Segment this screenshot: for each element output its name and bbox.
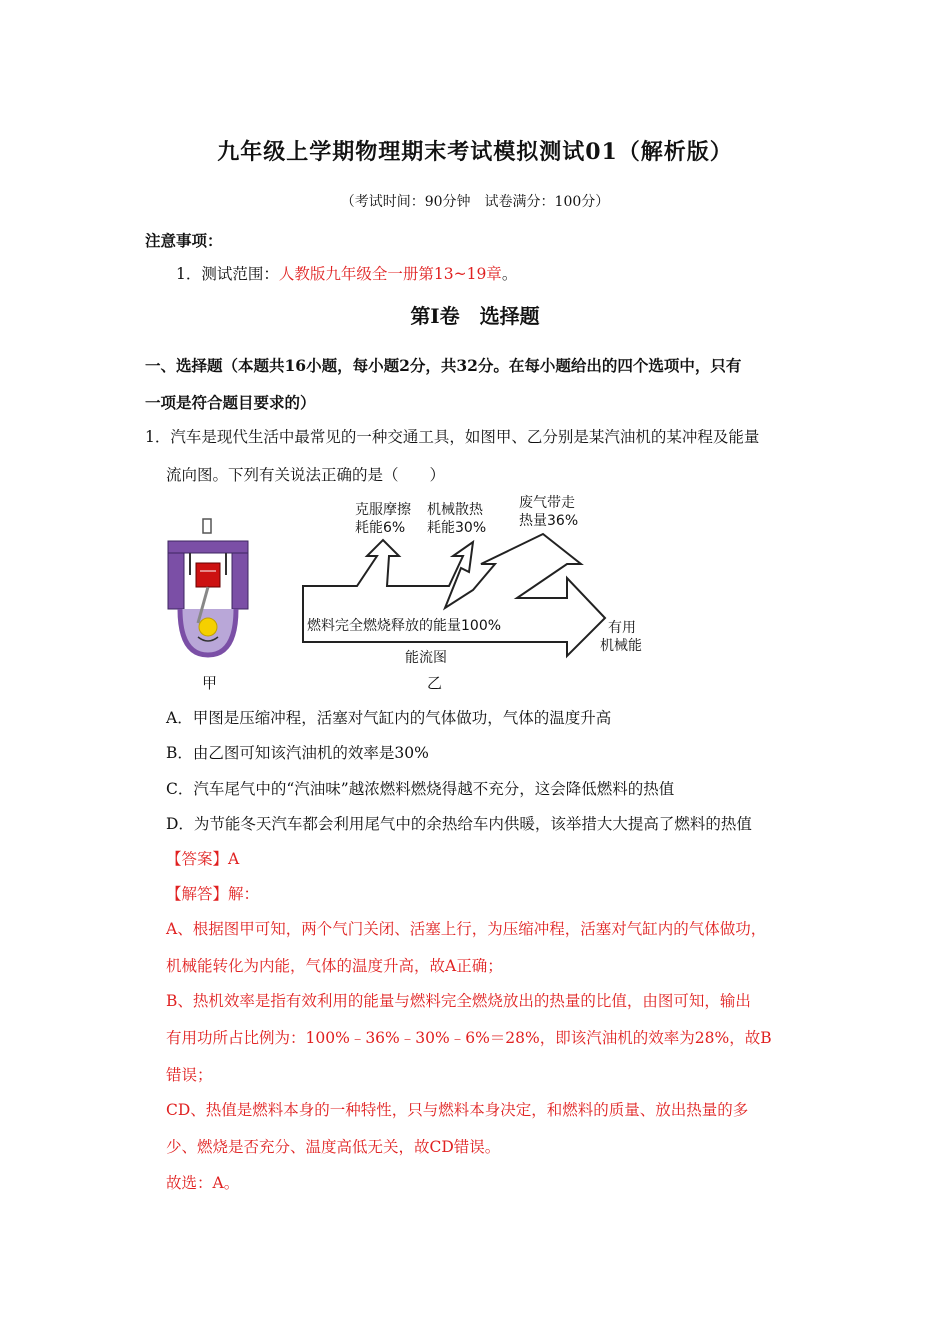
- part-heading-line2: 一项是符合题目要求的）: [145, 393, 316, 412]
- flow-caption: 能流图: [405, 650, 447, 666]
- option-b: B．由乙图可知该汽油机的效率是30%: [166, 744, 429, 762]
- notice-heading: 注意事项：: [145, 231, 223, 250]
- energy-flow-arrows: [303, 534, 605, 656]
- analysis-line: CD、热值是燃料本身的一种特性，只与燃料本身决定，和燃料的质量、放出热量的多: [166, 1101, 749, 1119]
- option-c: C．汽车尾气中的“汽油味”越浓燃料燃烧得越不充分，这会降低燃料的热值: [166, 780, 675, 798]
- analysis-line: 有用功所占比例为：100%﹣36%﹣30%﹣6%＝28%，即该汽油机的效率为28%，故B: [166, 1029, 772, 1047]
- energy-flow-diagram: [295, 490, 660, 695]
- page-title: 九年级上学期物理期末考试模拟测试01（解析版）: [217, 139, 733, 165]
- question-line1: 1．汽车是现代生活中最常见的一种交通工具，如图甲、乙分别是某汽油机的某冲程及能量: [145, 428, 760, 446]
- notice-item: [176, 262, 517, 284]
- analysis-line: B、热机效率是指有效利用的能量与燃料完全燃烧放出的热量的比值，由图可知，输出: [166, 992, 751, 1010]
- output-line2: 机械能: [600, 638, 642, 654]
- part-heading-line1: 一、选择题（本题共16小题，每小题2分，共32分。在每小题给出的四个选项中，只有: [145, 356, 742, 375]
- engine-figure: [160, 515, 255, 695]
- option-a: A．甲图是压缩冲程，活塞对气缸内的气体做功，气体的温度升高: [166, 709, 612, 727]
- analysis-line: 故选：A。: [166, 1174, 240, 1192]
- branch1-line2: 耗能6%: [355, 520, 406, 536]
- label-jia: 甲: [202, 674, 218, 692]
- analysis-line: 错误；: [166, 1066, 213, 1084]
- flow-main-label: 燃料完全燃烧释放的能量100%: [307, 618, 502, 634]
- exam-info: （考试时间：90分钟 试卷满分：100分）: [340, 194, 610, 210]
- branch1-line1: 克服摩擦: [355, 502, 411, 518]
- analysis-line: 少、燃烧是否充分、温度高低无关，故CD错误。: [166, 1138, 501, 1156]
- branch2-line2: 耗能30%: [427, 520, 487, 536]
- section-title: 第Ⅰ卷 选择题: [410, 304, 540, 328]
- analysis-label: 【解答】解：: [166, 885, 260, 903]
- output-line1: 有用: [608, 620, 636, 636]
- engine-diagram-icon: [168, 519, 248, 655]
- branch3-line1: 废气带走: [519, 495, 575, 511]
- analysis-line: 机械能转化为内能，气体的温度升高，故A正确；: [166, 957, 503, 975]
- label-yi: 乙: [427, 674, 443, 692]
- notice-item-suffix: 。: [501, 265, 518, 283]
- notice-item-prefix: 1．测试范围：: [176, 265, 279, 283]
- option-d: D．为节能冬天汽车都会利用尾气中的余热给车内供暖，该举措大大提高了燃料的热值: [166, 815, 752, 833]
- question-line2: 流向图。下列有关说法正确的是（ ）: [166, 466, 446, 484]
- analysis-line: A、根据图甲可知，两个气门关闭、活塞上行，为压缩冲程，活塞对气缸内的气体做功，: [166, 920, 767, 938]
- notice-item-scope: 人教版九年级全一册第13~19章: [278, 265, 502, 283]
- branch3-line2: 热量36%: [519, 513, 579, 529]
- answer-label: 【答案】A: [166, 850, 240, 868]
- branch2-line1: 机械散热: [427, 502, 483, 518]
